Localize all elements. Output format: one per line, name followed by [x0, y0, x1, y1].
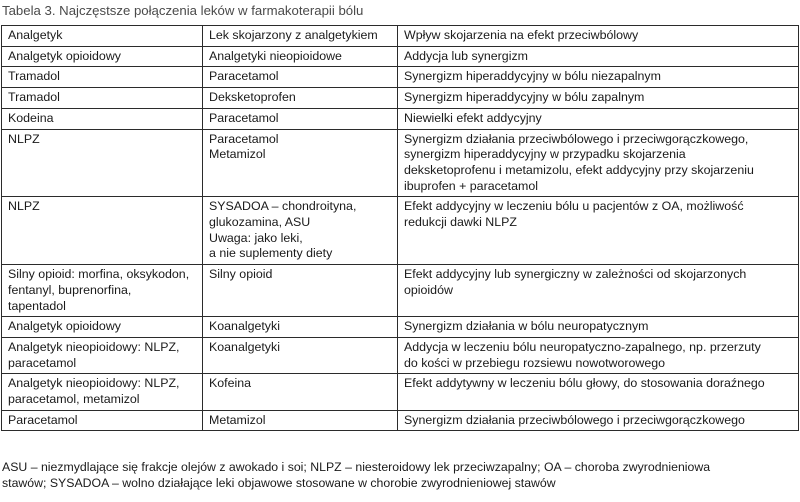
cell-line: Paracetamol	[8, 412, 78, 427]
cell-line: Paracetamol	[209, 110, 279, 125]
analgesic-cell	[2, 88, 203, 109]
effect-cell	[398, 129, 799, 197]
analgesic-cell	[2, 337, 203, 373]
table-row	[2, 317, 799, 338]
combined-drug-cell	[203, 197, 398, 265]
drug-combination-table	[1, 25, 799, 431]
cell-line: paracetamol	[8, 355, 77, 370]
cell-line: Efekt addytywny w leczeniu bólu głowy, do stosowania doraźnego	[404, 376, 765, 391]
table-row	[2, 67, 799, 88]
effect-cell	[398, 88, 799, 109]
cell-line: Paracetamol	[209, 131, 279, 146]
combined-drug-cell	[203, 317, 398, 338]
cell-line: paracetamol, metamizol	[8, 392, 140, 407]
table-row	[2, 46, 799, 67]
combined-drug-cell	[203, 337, 398, 373]
analgesic-cell	[2, 108, 203, 129]
table-footnote	[2, 459, 798, 491]
footnote-line: stawów; SYSADOA – wolno działające leki objawowe stosowane w chorobie zwyrodnieniowej stawów	[2, 476, 556, 490]
cell-line: Koanalgetyki	[209, 339, 280, 354]
cell-line: tapentadol	[8, 298, 66, 313]
effect-cell	[398, 410, 799, 431]
analgesic-cell	[2, 197, 203, 265]
analgesic-cell	[2, 374, 203, 410]
combined-drug-cell	[203, 67, 398, 88]
table-row	[2, 410, 799, 431]
cell-line: Paracetamol	[209, 69, 279, 84]
combined-drug-cell	[203, 410, 398, 431]
effect-cell	[398, 374, 799, 410]
cell-line: ibuprofen + paracetamol	[404, 178, 538, 193]
cell-line: Tramadol	[8, 69, 60, 84]
combined-drug-cell	[203, 46, 398, 67]
cell-line: Synergizm działania przeciwbólowego i przeciwgorączkowego	[404, 412, 745, 427]
cell-line: Synergizm hiperaddycyjny w bólu niezapalnym	[404, 69, 661, 84]
cell-line: Kofeina	[209, 376, 252, 391]
header-effect: Wpływ skojarzenia na efekt przeciwbólowy	[398, 26, 799, 47]
cell-line: Synergizm działania w bólu neuropatycznym	[404, 319, 649, 334]
analgesic-cell	[2, 46, 203, 67]
table-row	[2, 197, 799, 265]
cell-line: Tramadol	[8, 90, 60, 105]
analgesic-cell	[2, 67, 203, 88]
effect-cell	[398, 46, 799, 67]
cell-line: Silny opioid	[209, 267, 273, 282]
cell-line: Analgetyk nieopioidowy: NLPZ,	[8, 376, 180, 391]
analgesic-cell	[2, 265, 203, 317]
cell-line: Analgetyk opioidowy	[8, 48, 121, 63]
effect-cell	[398, 317, 799, 338]
cell-line: SYSADOA – chondroityna,	[209, 199, 357, 214]
cell-line: Kodeina	[8, 110, 54, 125]
table-row	[2, 108, 799, 129]
footnote-line: ASU – niezmydlające się frakcje olejów z awokado i soi; NLPZ – niesteroidowy lek przeciwzapalny; OA – choroba zwyrodnieniowa	[2, 460, 711, 474]
analgesic-cell	[2, 129, 203, 197]
cell-line: do kości w przebiegu rozsiewu nowotworowego	[404, 355, 666, 370]
cell-line: Analgetyki nieopioidowe	[209, 48, 342, 63]
cell-line: Uwaga: jako leki,	[209, 230, 303, 245]
analgesic-cell	[2, 410, 203, 431]
cell-line: Analgetyk opioidowy	[8, 319, 121, 334]
table-header-row	[2, 26, 799, 47]
cell-line: Metamizol	[209, 147, 266, 162]
cell-line: opioidów	[404, 282, 453, 297]
cell-line: Metamizol	[209, 412, 266, 427]
effect-cell	[398, 197, 799, 265]
cell-line: Koanalgetyki	[209, 319, 280, 334]
table-row	[2, 265, 799, 317]
analgesic-cell	[2, 317, 203, 338]
effect-cell	[398, 265, 799, 317]
combined-drug-cell	[203, 108, 398, 129]
table-row	[2, 129, 799, 197]
cell-line: Synergizm działania przeciwbólowego i przeciwgorączkowego,	[404, 131, 749, 146]
combined-drug-cell	[203, 265, 398, 317]
cell-line: synergizm hiperaddycyjny w przypadku skojarzenia	[404, 147, 686, 162]
cell-line: a nie suplementy diety	[209, 246, 333, 261]
cell-line: Silny opioid: morfina, oksykodon,	[8, 267, 190, 282]
table-row	[2, 374, 799, 410]
cell-line: Synergizm hiperaddycyjny w bólu zapalnym	[404, 90, 645, 105]
cell-line: Efekt addycyjny lub synergiczny w zależności od skojarzonych	[404, 267, 747, 282]
effect-cell	[398, 337, 799, 373]
combined-drug-cell	[203, 374, 398, 410]
cell-line: NLPZ	[8, 199, 40, 214]
cell-line: redukcji dawki NLPZ	[404, 215, 517, 230]
header-combined-drug: Lek skojarzony z analgetykiem	[203, 26, 398, 47]
combined-drug-cell	[203, 88, 398, 109]
cell-line: Deksketoprofen	[209, 90, 296, 105]
cell-line: Analgetyk nieopioidowy: NLPZ,	[8, 339, 180, 354]
cell-line: Efekt addycyjny w leczeniu bólu u pacjentów z OA, możliwość	[404, 199, 744, 214]
cell-line: deksketoprofenu i metamizolu, efekt addycyjny przy skojarzeniu	[404, 162, 754, 177]
effect-cell	[398, 108, 799, 129]
cell-line: Addycja lub synergizm	[404, 48, 528, 63]
cell-line: Niewielki efekt addycyjny	[404, 110, 542, 125]
cell-line: NLPZ	[8, 131, 40, 146]
table-row	[2, 88, 799, 109]
table-row	[2, 337, 799, 373]
cell-line: Addycja w leczeniu bólu neuropatyczno-zapalnego, np. przerzuty	[404, 339, 761, 354]
cell-line: fentanyl, buprenorfina,	[8, 282, 132, 297]
cell-line: glukozamina, ASU	[209, 215, 311, 230]
combined-drug-cell	[203, 129, 398, 197]
effect-cell	[398, 67, 799, 88]
header-analgesic: Analgetyk	[2, 26, 203, 47]
table-caption: Tabela 3. Najczęstsze połączenia leków w farmakoterapii bólu	[2, 3, 364, 18]
